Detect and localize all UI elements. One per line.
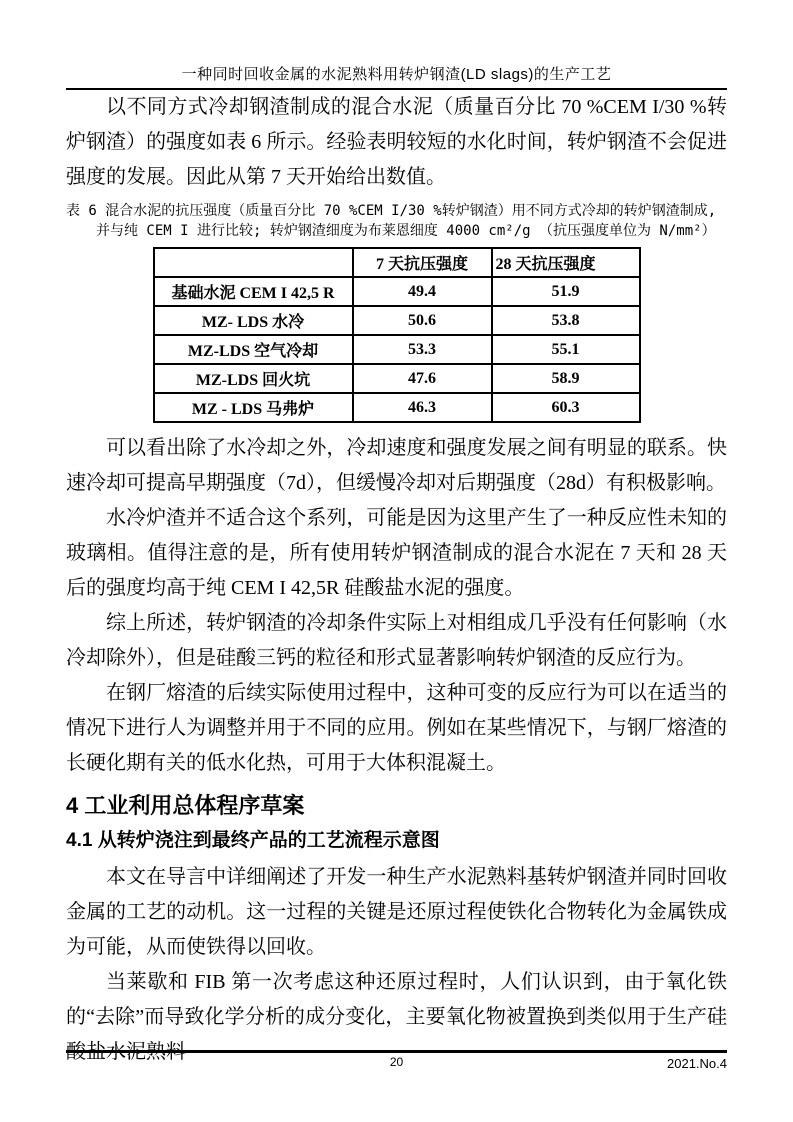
article-title: 一种同时回收金属的水泥熟料用转炉钢渣(LD slags)的生产工艺 (181, 66, 612, 83)
footer-rule (66, 1050, 727, 1053)
table-header-cell: 28 天抗压强度 (492, 248, 640, 277)
table-cell-value: 58.9 (492, 364, 640, 393)
table-cell-value: 46.3 (353, 393, 492, 422)
table-cell-label: MZ-LDS 回火坑 (154, 364, 353, 393)
table-caption (66, 201, 727, 241)
table-cell-value: 60.3 (492, 393, 640, 422)
compressive-strength-table (153, 247, 641, 423)
table-header-cell: 7 天抗压强度 (353, 248, 492, 277)
paragraph: 以不同方式冷却钢渣制成的混合水泥（质量百分比 70 %CEM I/30 %转炉钢渣）的强度如表 6 所示。经验表明较短的水化时间，转炉钢渣不会促进强度的发展。因此从第 7 天开始给出数值。 (66, 96, 727, 188)
table-header-row (154, 248, 640, 277)
table-cell-value: 47.6 (353, 364, 492, 393)
table-cell-value: 49.4 (353, 277, 492, 306)
table-cell-value: 53.8 (492, 306, 640, 335)
page-header (66, 0, 727, 90)
table-cell-value: 53.3 (353, 335, 492, 364)
table-cell-value: 50.6 (353, 306, 492, 335)
page-footer (66, 1050, 727, 1073)
table-cell-label: 基础水泥 CEM I 42,5 R (154, 277, 353, 306)
table-cell-label: MZ-LDS 空气冷却 (154, 335, 353, 364)
table-row (154, 364, 640, 393)
table-row (154, 306, 640, 335)
table-cell-label: MZ- LDS 水冷 (154, 306, 353, 335)
article-body (66, 90, 727, 1070)
table-row (154, 277, 640, 306)
table-cell-label: MZ - LDS 马弗炉 (154, 393, 353, 422)
paragraph: 本文在导言中详细阐述了开发一种生产水泥熟料基转炉钢渣并同时回收金属的工艺的动机。这一过程的关键是还原过程使铁化合物转化为金属铁成为可能，从而使铁得以回收。 (66, 866, 727, 958)
issue-number: 2021.No.4 (667, 1056, 727, 1071)
paragraph: 当莱歇和 FIB 第一次考虑这种还原过程时，人们认识到，由于氧化铁的“去除”而导致化学分析的成分变化，主要氧化物被置换到类似用于生产硅酸盐水泥熟料 (66, 971, 727, 1063)
table-caption-line2: 并与纯 CEM I 进行比较; 转炉钢渣细度为布莱恩细度 4000 cm²/g （抗压强度单位为 N/mm²） (96, 223, 716, 239)
paragraph: 在钢厂熔渣的后续实际使用过程中，这种可变的反应行为可以在适当的情况下进行人为调整并用于不同的应用。例如在某些情况下，与钢厂熔渣的长硬化期有关的低水化热，可用于大体积混凝土。 (66, 682, 727, 774)
paragraph: 可以看出除了水冷却之外，冷却速度和强度发展之间有明显的联系。快速冷却可提高早期强度（7d），但缓慢冷却对后期强度（28d）有积极影响。 (66, 437, 727, 494)
table-caption-line1: 表 6 混合水泥的抗压强度（质量百分比 70 %CEM I/30 %转炉钢渣）用不同方式冷却的转炉钢渣制成, (66, 203, 717, 219)
table-row (154, 393, 640, 422)
paragraph: 水冷炉渣并不适合这个系列，可能是因为这里产生了一种反应性未知的玻璃相。值得注意的是，所有使用转炉钢渣制成的混合水泥在 7 天和 28 天后的强度均高于纯 CEM I 42,5R 硅酸盐水泥的强度。 (66, 507, 727, 599)
page-number: 20 (389, 1055, 404, 1069)
table-header-cell (154, 248, 353, 277)
footer-row (66, 1055, 727, 1073)
section-heading-4-1: 4.1 从转炉浇注到最终产品的工艺流程示意图 (66, 830, 440, 851)
section-heading-4: 4 工业利用总体程序草案 (66, 793, 305, 818)
paragraph: 综上所述，转炉钢渣的冷却条件实际上对相组成几乎没有任何影响（水冷却除外），但是硅酸三钙的粒径和形式显著影响转炉钢渣的反应行为。 (66, 612, 727, 669)
table-cell-value: 55.1 (492, 335, 640, 364)
table-cell-value: 51.9 (492, 277, 640, 306)
table-row (154, 335, 640, 364)
